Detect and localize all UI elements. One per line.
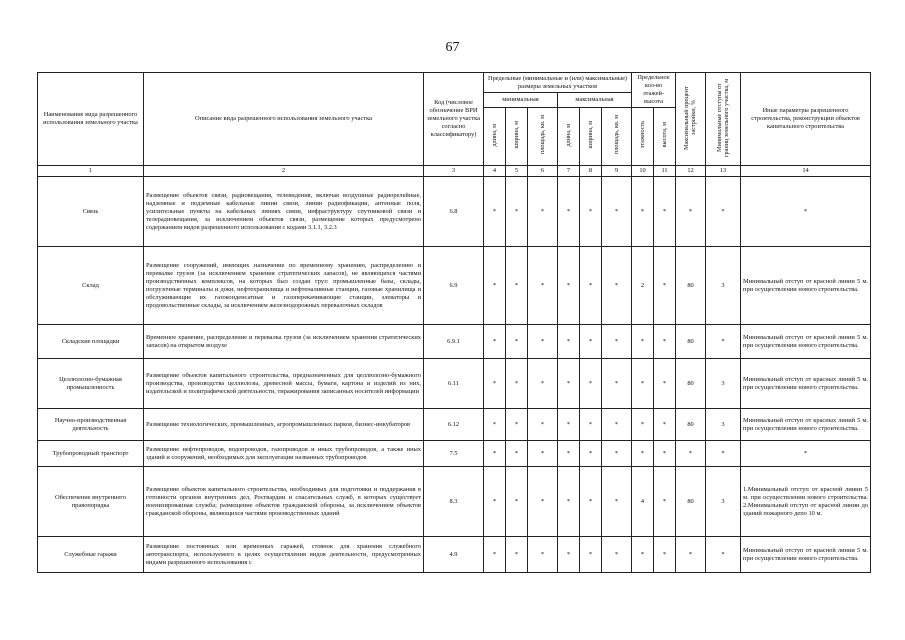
parameter-cell: * bbox=[528, 409, 558, 441]
land-use-code: 8.3 bbox=[424, 467, 484, 537]
land-use-code: 6.9.1 bbox=[424, 325, 484, 359]
land-use-description: Размещение объектов капитального строительства, предназначенных для целлюлозно-бумажного производства, производства целлюлозы, древесной массы, бумаги, картона и изделий из них, издательской и полиграфической деятельности, тиражирования записанных носителей информации bbox=[144, 359, 424, 409]
land-use-name: Целлюлозно-бумажная промышленность bbox=[38, 359, 144, 409]
column-number-row bbox=[38, 166, 871, 177]
column-number: 9 bbox=[602, 166, 632, 177]
table-row bbox=[38, 247, 871, 325]
land-use-code: 7.5 bbox=[424, 441, 484, 467]
parameter-cell: * bbox=[602, 325, 632, 359]
land-use-description: Временное хранение, распределение и перевалка грузов (за исключением хранения стратегических запасов) на открытом воздухе bbox=[144, 325, 424, 359]
land-use-code: 6.9 bbox=[424, 247, 484, 325]
land-use-name: Склад bbox=[38, 247, 144, 325]
parameter-cell: * bbox=[580, 177, 602, 247]
column-number: 11 bbox=[654, 166, 676, 177]
parameter-cell: * bbox=[632, 177, 654, 247]
parameter-cell: * bbox=[580, 467, 602, 537]
page-number: 67 bbox=[445, 40, 460, 55]
parameter-cell: 3 bbox=[706, 467, 741, 537]
other-parameters: Минимальный отступ от красной линии 5 м. при осуществлении нового строительства. bbox=[741, 325, 871, 359]
parameter-cell: * bbox=[528, 537, 558, 573]
parameter-cell: * bbox=[528, 247, 558, 325]
header-floors-group: Предельное кол-во этажей-высота bbox=[632, 73, 676, 108]
parameter-cell: * bbox=[528, 177, 558, 247]
parameter-cell: * bbox=[506, 177, 528, 247]
header-minimal: минимальная bbox=[484, 93, 558, 108]
parameter-cell: * bbox=[484, 359, 506, 409]
parameter-cell: 3 bbox=[706, 359, 741, 409]
header-code: Код (числовое обозначение ВРИ земельного участка согласно классификатору) bbox=[424, 73, 484, 166]
parameter-cell: * bbox=[654, 247, 676, 325]
column-number: 12 bbox=[676, 166, 706, 177]
parameter-cell: 80 bbox=[676, 467, 706, 537]
table-row bbox=[38, 537, 871, 573]
parameter-cell: * bbox=[558, 177, 580, 247]
parameter-cell: * bbox=[506, 247, 528, 325]
land-use-code: 6.8 bbox=[424, 177, 484, 247]
parameter-cell: * bbox=[654, 467, 676, 537]
other-parameters: Минимальный отступ от красных линий 5 м. при осуществлении нового строительства. bbox=[741, 409, 871, 441]
parameter-cell: * bbox=[602, 359, 632, 409]
parameter-cell: * bbox=[484, 177, 506, 247]
header-name: Наименование вида разрешенного использования земельного участка bbox=[38, 73, 144, 166]
parameter-cell: * bbox=[676, 537, 706, 573]
parameter-cell: * bbox=[632, 359, 654, 409]
parameter-cell: * bbox=[602, 177, 632, 247]
parameter-cell: * bbox=[632, 537, 654, 573]
other-parameters: Минимальный отступ от красной линии 5 м. при осуществлении нового строительства. bbox=[741, 537, 871, 573]
parameter-cell: * bbox=[706, 537, 741, 573]
land-use-name: Научно-производственная деятельность bbox=[38, 409, 144, 441]
parameter-cell: * bbox=[580, 537, 602, 573]
parameter-cell: * bbox=[506, 537, 528, 573]
parameter-cell: * bbox=[580, 409, 602, 441]
column-number: 10 bbox=[632, 166, 654, 177]
parameter-cell: * bbox=[558, 537, 580, 573]
parameter-cell: * bbox=[706, 441, 741, 467]
parameter-cell: * bbox=[484, 247, 506, 325]
header-min-width: ширина, м bbox=[506, 108, 528, 166]
parameter-cell: * bbox=[506, 325, 528, 359]
parameter-cell: * bbox=[602, 247, 632, 325]
parameter-cell: * bbox=[654, 409, 676, 441]
header-other-params: Иные параметры разрешенного строительства, реконструкции объектов капитального строительства bbox=[741, 73, 871, 166]
parameter-cell: * bbox=[654, 325, 676, 359]
land-use-name: Складские площадки bbox=[38, 325, 144, 359]
parameter-cell: * bbox=[558, 325, 580, 359]
column-number: 14 bbox=[741, 166, 871, 177]
parameter-cell: * bbox=[484, 441, 506, 467]
header-min-area: площадь, кв. м bbox=[528, 108, 558, 166]
column-number: 5 bbox=[506, 166, 528, 177]
header-max-coverage: Максимальный процент застройки, % bbox=[676, 73, 706, 166]
parameter-cell: * bbox=[484, 537, 506, 573]
header-description: Описание вида разрешенного использования земельного участка bbox=[144, 73, 424, 166]
parameter-cell: * bbox=[602, 409, 632, 441]
column-number: 1 bbox=[38, 166, 144, 177]
parameter-cell: * bbox=[706, 325, 741, 359]
parameter-cell: 3 bbox=[706, 247, 741, 325]
column-number: 13 bbox=[706, 166, 741, 177]
column-number: 2 bbox=[144, 166, 424, 177]
parameter-cell: * bbox=[506, 409, 528, 441]
land-use-table bbox=[37, 72, 871, 573]
parameter-cell: 80 bbox=[676, 409, 706, 441]
parameter-cell: * bbox=[506, 467, 528, 537]
parameter-cell: * bbox=[602, 467, 632, 537]
other-parameters: * bbox=[741, 177, 871, 247]
parameter-cell: * bbox=[602, 537, 632, 573]
land-use-description: Размещение нефтепроводов, водопроводов, газопроводов и иных трубопроводов, а также иных зданий и сооружений, необходимых для эксплуатации названных трубопроводов bbox=[144, 441, 424, 467]
parameter-cell: * bbox=[632, 441, 654, 467]
column-number: 3 bbox=[424, 166, 484, 177]
parameter-cell: * bbox=[654, 441, 676, 467]
parameter-cell: * bbox=[506, 441, 528, 467]
table-row bbox=[38, 441, 871, 467]
column-number: 6 bbox=[528, 166, 558, 177]
parameter-cell: * bbox=[484, 325, 506, 359]
table-row bbox=[38, 177, 871, 247]
table-row bbox=[38, 325, 871, 359]
header-limits-group: Предельные (минимальные и (или) максимальные) размеры земельных участков bbox=[484, 73, 632, 93]
land-use-code: 6.12 bbox=[424, 409, 484, 441]
other-parameters: 1.Минимальный отступ от красной линии 5 м. при осуществлении нового строительства. 2.Минимальный отступ от красной линии до зданий пожарного депо 10 м. bbox=[741, 467, 871, 537]
parameter-cell: 80 bbox=[676, 359, 706, 409]
other-parameters: * bbox=[741, 441, 871, 467]
parameter-cell: * bbox=[558, 247, 580, 325]
land-use-name: Связь bbox=[38, 177, 144, 247]
parameter-cell: * bbox=[528, 325, 558, 359]
parameter-cell: * bbox=[558, 441, 580, 467]
land-use-name: Служебные гаражи bbox=[38, 537, 144, 573]
parameter-cell: 3 bbox=[706, 409, 741, 441]
header-min-setback: Минимальные отступы от границ земельного участка, м bbox=[706, 73, 741, 166]
parameter-cell: * bbox=[580, 441, 602, 467]
parameter-cell: * bbox=[706, 177, 741, 247]
land-use-name: Обеспечение внутреннего правопорядка bbox=[38, 467, 144, 537]
parameter-cell: * bbox=[602, 441, 632, 467]
parameter-cell: * bbox=[558, 359, 580, 409]
parameter-cell: 80 bbox=[676, 247, 706, 325]
parameter-cell: * bbox=[632, 409, 654, 441]
table-row bbox=[38, 467, 871, 537]
land-use-description: Размещение постоянных или временных гаражей, стоянок для хранения служебного автотранспорта, используемого в целях осуществления видов деятельности, предусмотренных видами разрешенного использования с bbox=[144, 537, 424, 573]
parameter-cell: * bbox=[654, 537, 676, 573]
parameter-cell: * bbox=[676, 441, 706, 467]
parameter-cell: * bbox=[654, 177, 676, 247]
land-use-description: Размещение объектов капитального строительства, необходимых для подготовки и поддержания в готовности органов внутренних дел, Росгвардии и спасательных служб, в которых существует военизированная служба; размещение объектов гражданской обороны, за исключением объектов гражданской обороны, являющихся частями производственных зданий bbox=[144, 467, 424, 537]
parameter-cell: * bbox=[506, 359, 528, 409]
header-height: высота, м bbox=[654, 108, 676, 166]
other-parameters: Минимальный отступ от красных линий 5 м. при осуществлении нового строительства. bbox=[741, 359, 871, 409]
header-max-area: площадь, кв. м bbox=[602, 108, 632, 166]
land-use-description: Размещение сооружений, имеющих назначение по временному хранению, распределению и перевалке грузов (за исключением хранения стратегических запасов), не являющихся частями производственных комплексов, на которых был создан груз: промышленные базы, склады, погрузочные терминалы и доки, нефтехранилища и нефтеналивные станции, газовые хранилища и обслуживающие их газоконденсатные и газоперекачивающие станции, элеваторы и продовольственные склады, за исключением железнодорожных перевалочных складов bbox=[144, 247, 424, 325]
parameter-cell: * bbox=[676, 177, 706, 247]
other-parameters: Минимальный отступ от красной линии 5 м. при осуществлении нового строительства. bbox=[741, 247, 871, 325]
column-number: 7 bbox=[558, 166, 580, 177]
parameter-cell: * bbox=[558, 467, 580, 537]
land-use-code: 6.11 bbox=[424, 359, 484, 409]
table-row bbox=[38, 359, 871, 409]
parameter-cell: * bbox=[580, 359, 602, 409]
header-maximal: максимальная bbox=[558, 93, 632, 108]
parameter-cell: * bbox=[580, 247, 602, 325]
header-max-length: длина, м bbox=[558, 108, 580, 166]
parameter-cell: * bbox=[484, 467, 506, 537]
column-number: 4 bbox=[484, 166, 506, 177]
table-row bbox=[38, 409, 871, 441]
parameter-cell: * bbox=[528, 467, 558, 537]
land-use-name: Трубопроводный транспорт bbox=[38, 441, 144, 467]
header-floors: этажность bbox=[632, 108, 654, 166]
land-use-description: Размещение технологических, промышленных, агропромышленных парков, бизнес-инкубаторов bbox=[144, 409, 424, 441]
header-min-length: длина, м bbox=[484, 108, 506, 166]
column-number: 8 bbox=[580, 166, 602, 177]
parameter-cell: * bbox=[484, 409, 506, 441]
parameter-cell: * bbox=[528, 441, 558, 467]
parameter-cell: 80 bbox=[676, 325, 706, 359]
land-use-description: Размещение объектов связи, радиовещания, телевидения, включая воздушные радиорелейные, надземные и подземные кабельные линии связи, линии радиофикации, антенные поля, усилительные пункты на кабельных линиях связи, инфраструктуру спутниковой связи и телерадиовещания, за исключением объектов связи, размещение которых предусмотрено содержанием видов разрешенного использования с кодами 3.1.1, 3.2.3 bbox=[144, 177, 424, 247]
header-max-width: ширина, м bbox=[580, 108, 602, 166]
parameter-cell: 2 bbox=[632, 247, 654, 325]
parameter-cell: * bbox=[558, 409, 580, 441]
land-use-code: 4.9 bbox=[424, 537, 484, 573]
parameter-cell: 4 bbox=[632, 467, 654, 537]
parameter-cell: * bbox=[654, 359, 676, 409]
parameter-cell: * bbox=[580, 325, 602, 359]
parameter-cell: * bbox=[528, 359, 558, 409]
parameter-cell: * bbox=[632, 325, 654, 359]
